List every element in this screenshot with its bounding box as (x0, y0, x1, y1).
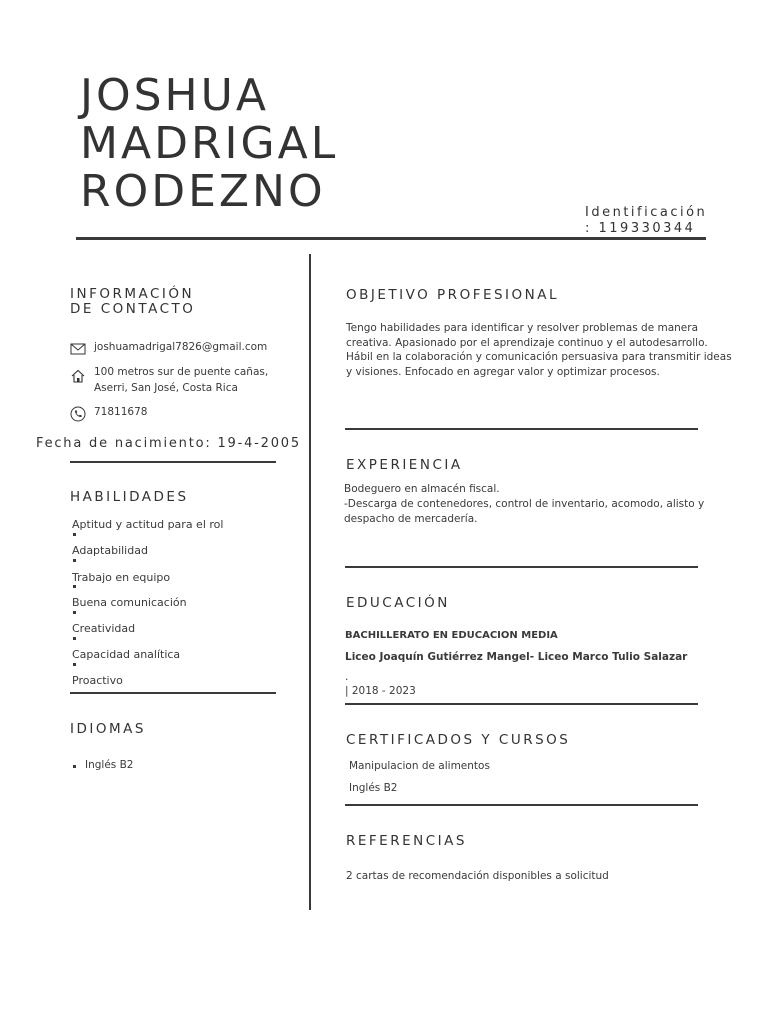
education-heading: EDUCACIÓN (346, 595, 450, 611)
mail-icon (70, 341, 86, 355)
full-name (80, 72, 338, 216)
contact-heading (70, 287, 195, 317)
skill-item: Proactivo (72, 674, 123, 687)
objective-line: Tengo habilidades para identificar y resolver problemas de manera (346, 322, 699, 334)
bullet-icon (73, 559, 76, 562)
certificate-item: Inglés B2 (349, 782, 398, 794)
bullet-icon (73, 637, 76, 640)
email-row (70, 340, 267, 355)
phone-text[interactable]: 71811678 (94, 406, 148, 418)
skill-item: Buena comunicación (72, 596, 187, 609)
education-degree: BACHILLERATO EN EDUCACION MEDIA (345, 630, 558, 641)
bullet-icon (73, 663, 76, 666)
contact-divider (70, 461, 276, 463)
address-line-1: 100 metros sur de puente cañas, (94, 366, 269, 378)
contact-heading-line-1: INFORMACIÓN (70, 286, 195, 302)
languages-heading: IDIOMAS (70, 721, 146, 737)
email-text[interactable]: joshuamadrigal7826@gmail.com (94, 341, 268, 353)
contact-heading-line-2: DE CONTACTO (70, 301, 196, 317)
name-line-3: RODEZNO (80, 166, 326, 217)
skill-item: Adaptabilidad (72, 544, 148, 557)
address-row (70, 364, 268, 396)
skill-item: Capacidad analítica (72, 648, 181, 661)
header-divider (76, 237, 706, 240)
certificate-item: Manipulacion de alimentos (349, 760, 490, 772)
objective-divider (345, 428, 698, 430)
certificates-heading: CERTIFICADOS Y CURSOS (346, 732, 571, 748)
name-line-2: MADRIGAL (80, 118, 339, 169)
bullet-icon (73, 611, 76, 614)
skill-item: Creatividad (72, 622, 136, 635)
language-item: Inglés B2 (85, 759, 134, 771)
experience-heading: EXPERIENCIA (346, 457, 463, 473)
education-divider (345, 703, 698, 705)
experience-text (344, 482, 704, 526)
objective-line: y visiones. Enfocado en agregar valor y optimizar procesos. (346, 365, 660, 378)
experience-line: Bodeguero en almacén fiscal. (344, 483, 500, 495)
objective-line: creativa. Apasionado por el aprendizaje continuo y el autodesarrollo. (346, 336, 708, 349)
skill-item: Aptitud y actitud para el rol (72, 518, 224, 531)
name-line-1: JOSHUA (80, 70, 269, 121)
phone-row (70, 405, 147, 420)
bullet-icon (73, 533, 76, 536)
references-text: 2 cartas de recomendación disponibles a solicitud (346, 870, 609, 882)
skills-divider (70, 692, 276, 694)
objective-text (346, 321, 732, 379)
skills-heading: HABILIDADES (70, 489, 189, 505)
phone-icon (70, 406, 86, 420)
experience-divider (345, 566, 698, 568)
address-text (94, 364, 268, 396)
objective-line: Hábil en la colaboración y comunicación persuasiva para transmitir ideas (346, 351, 732, 363)
certificates-divider (345, 804, 698, 806)
skill-item: Trabajo en equipo (72, 571, 171, 584)
education-schools: Liceo Joaquín Gutiérrez Mangel- Liceo Marco Tulio Salazar (345, 651, 688, 663)
bullet-icon (73, 585, 76, 588)
identification-value: : 119330344 (585, 221, 696, 236)
education-dot: . (345, 671, 349, 683)
experience-line: -Descarga de contenedores, control de inventario, acomodo, alisto y (344, 497, 705, 510)
column-divider (309, 254, 311, 910)
bullet-icon (73, 765, 76, 768)
home-icon (70, 368, 86, 382)
references-heading: REFERENCIAS (346, 833, 467, 849)
identification (585, 205, 707, 237)
objective-heading: OBJETIVO PROFESIONAL (346, 287, 560, 303)
education-years: | 2018 - 2023 (345, 685, 416, 697)
experience-line: despacho de mercadería. (344, 512, 478, 525)
birth-date: Fecha de nacimiento: 19-4-2005 (36, 436, 301, 451)
address-line-2: Aserri, San José, Costa Rica (94, 382, 238, 394)
identification-label: Identificación (585, 205, 708, 220)
